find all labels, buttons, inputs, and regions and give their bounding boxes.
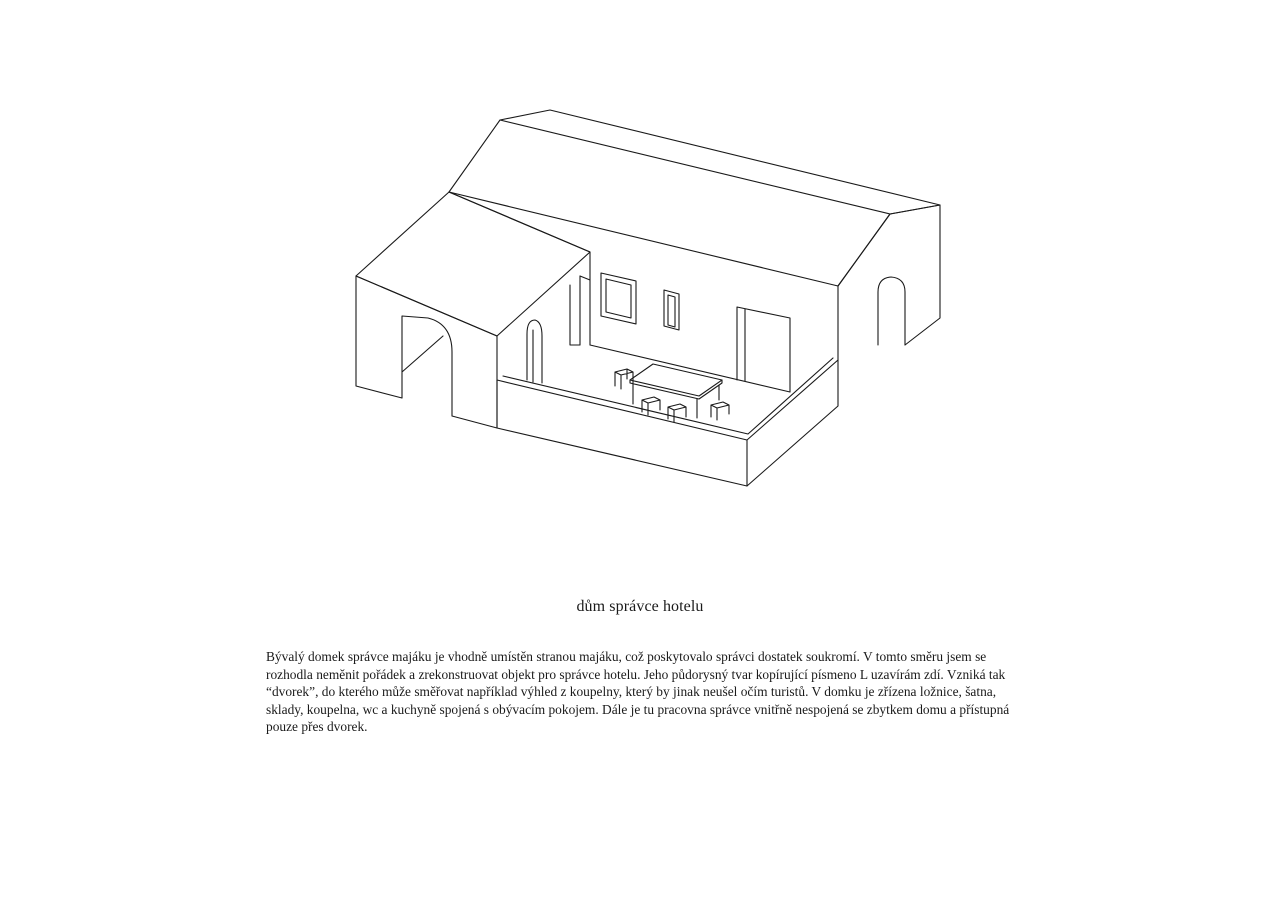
short-wing-side-wall: [580, 252, 590, 345]
figure-caption: dům správce hotelu: [576, 598, 704, 615]
stool-back-left: [615, 369, 633, 389]
stool-front-2: [668, 404, 686, 422]
courtyard-wall: [497, 358, 838, 486]
stool-right: [711, 402, 729, 420]
main-window-square: [601, 273, 636, 324]
main-window-narrow: [664, 290, 679, 330]
courtyard-furniture: [615, 364, 729, 422]
short-wing-side-door: [570, 285, 580, 345]
short-wing-front-gable: [356, 276, 402, 398]
short-wing-gable-edge: [356, 276, 497, 428]
main-door-opening: [737, 307, 790, 392]
main-wing: [449, 110, 940, 392]
table-legs: [633, 384, 719, 418]
short-wing-ridge: [449, 192, 590, 252]
wall-top-inner: [503, 358, 833, 434]
short-wing-inner-arch: [527, 320, 542, 383]
main-wall-base: [590, 345, 790, 392]
short-wing: [356, 192, 590, 428]
figure-description: Bývalý domek správce majáku je vhodně umístěn stranou majáku, což poskytovalo správci dostatek soukromí. V tomto směru jsem se rozhodla neměnit pořádek a zrekonstruovat objekt pro správce hotelu. Jeho půdorysný tvar kopírující písmeno L uzavírám zdí. Vzniká tak “dvorek”, do kterého může směřovat například výhled z koupelny, který by jinak neušel očím turistů. V domku je zřízena ložnice, šatna, sklady, koupelna, wc a kuchyně spojená s obývacím pokojem. Dále je tu pracovna správce vnitřně nespojená se zbytkem domu a přístupná pouze přes dvorek.: [266, 649, 1010, 735]
short-wing-roof: [356, 192, 590, 336]
main-roof-front-slope: [449, 120, 890, 286]
short-wing-arch-opening: [402, 316, 452, 416]
short-wing-base: [452, 416, 497, 428]
table-top: [630, 364, 722, 396]
wall-front-face: [497, 380, 747, 486]
main-right-gable: [838, 205, 940, 345]
main-right-arch-opening: [878, 277, 905, 345]
main-roof-back-slope: [500, 110, 940, 214]
